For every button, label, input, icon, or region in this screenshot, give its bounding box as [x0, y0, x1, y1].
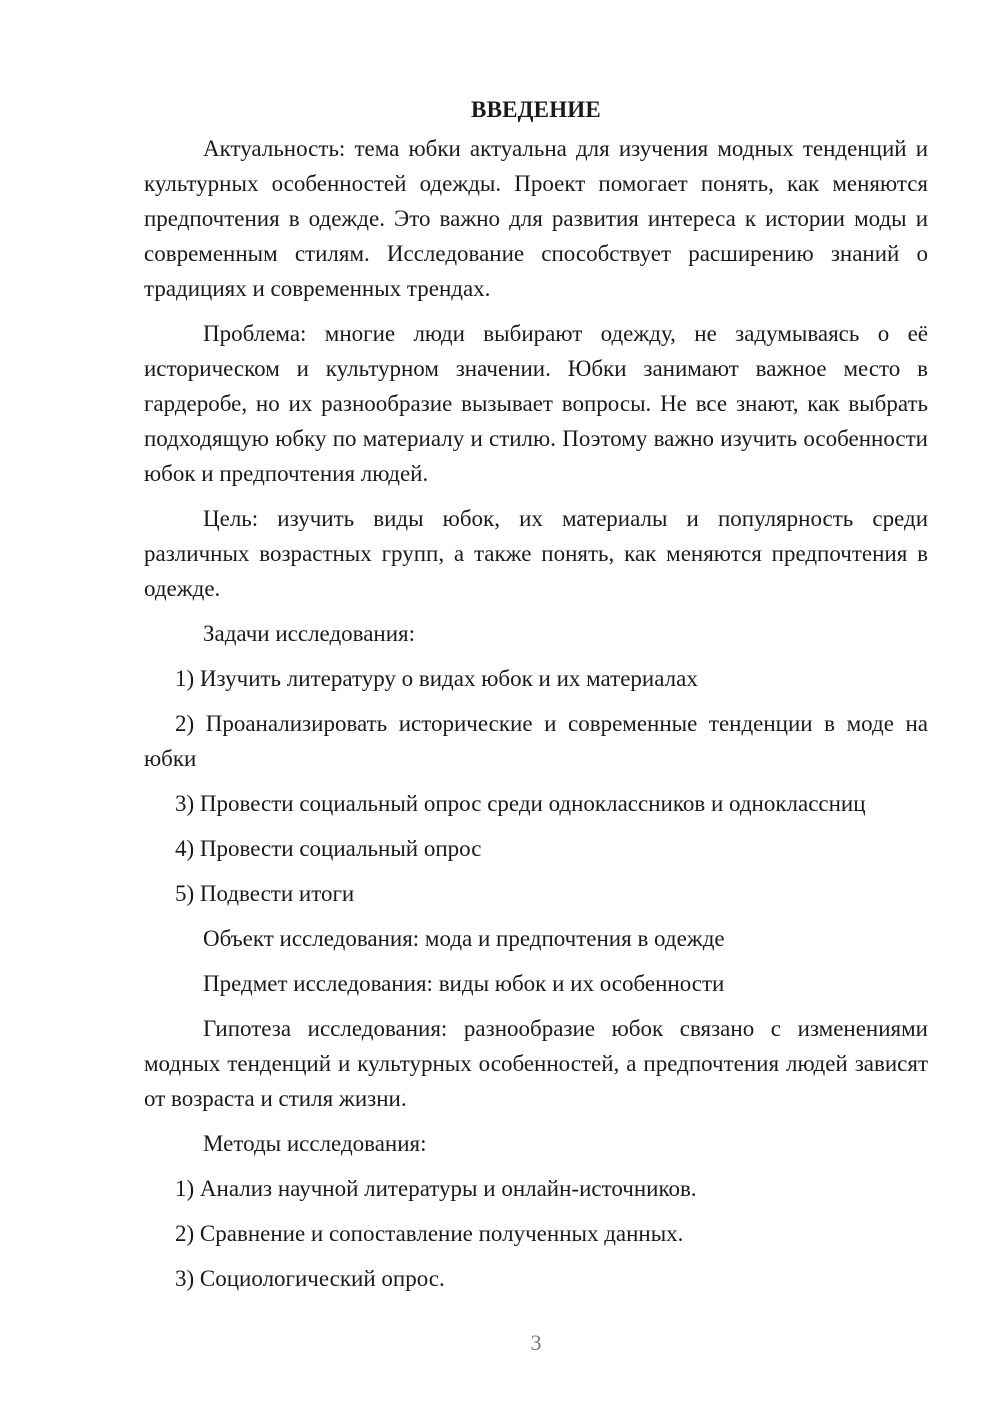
object-line: Объект исследования: мода и предпочтения в одежде — [203, 926, 725, 951]
page-number: 3 — [530, 1330, 542, 1355]
document-page — [144, 92, 928, 1306]
goal-paragraph: Цель: изучить виды юбок, их материалы и популярность среди различных возрастных групп, а также понять, как меняются предпочтения в одежде. — [144, 506, 928, 601]
subject-line: Предмет исследования: виды юбок и их особенности — [203, 971, 725, 996]
method-item-2: 2) Сравнение и сопоставление полученных данных. — [175, 1221, 684, 1246]
method-item-1: 1) Анализ научной литературы и онлайн-источников. — [175, 1176, 697, 1201]
method-item-3: 3) Социологический опрос. — [175, 1266, 445, 1291]
relevance-paragraph: Актуальность: тема юбки актуальна для изучения модных тенденций и культурных особенностей одежды. Проект помогает понять, как меняются предпочтения в одежде. Это важно для развития интереса к истории моды и современным стилям. Исследование способствует расширению знаний о традициях и современных трендах. — [144, 136, 928, 301]
tasks-label: Задачи исследования: — [203, 621, 416, 646]
task-item-5: 5) Подвести итоги — [175, 881, 355, 906]
task-item-1: 1) Изучить литературу о видах юбок и их материалах — [175, 666, 698, 691]
task-item-4: 4) Провести социальный опрос — [175, 836, 482, 861]
problem-paragraph: Проблема: многие люди выбирают одежду, не задумываясь о её историческом и культурном значении. Юбки занимают важное место в гардеробе, но их разнообразие вызывает вопросы. Не все знают, как выбрать подходящую юбку по материалу и стилю. Поэтому важно изучить особенности юбок и предпочтения людей. — [144, 321, 928, 486]
section-title: ВВЕДЕНИЕ — [471, 97, 601, 122]
methods-label: Методы исследования: — [203, 1131, 427, 1156]
task-item-2: 2) Проанализировать исторические и современные тенденции в моде на юбки — [144, 711, 928, 771]
task-item-3: 3) Провести социальный опрос среди одноклассников и одноклассниц — [175, 791, 866, 816]
hypothesis-paragraph: Гипотеза исследования: разнообразие юбок связано с изменениями модных тенденций и культурных особенностей, а предпочтения людей зависят от возраста и стиля жизни. — [144, 1016, 928, 1111]
